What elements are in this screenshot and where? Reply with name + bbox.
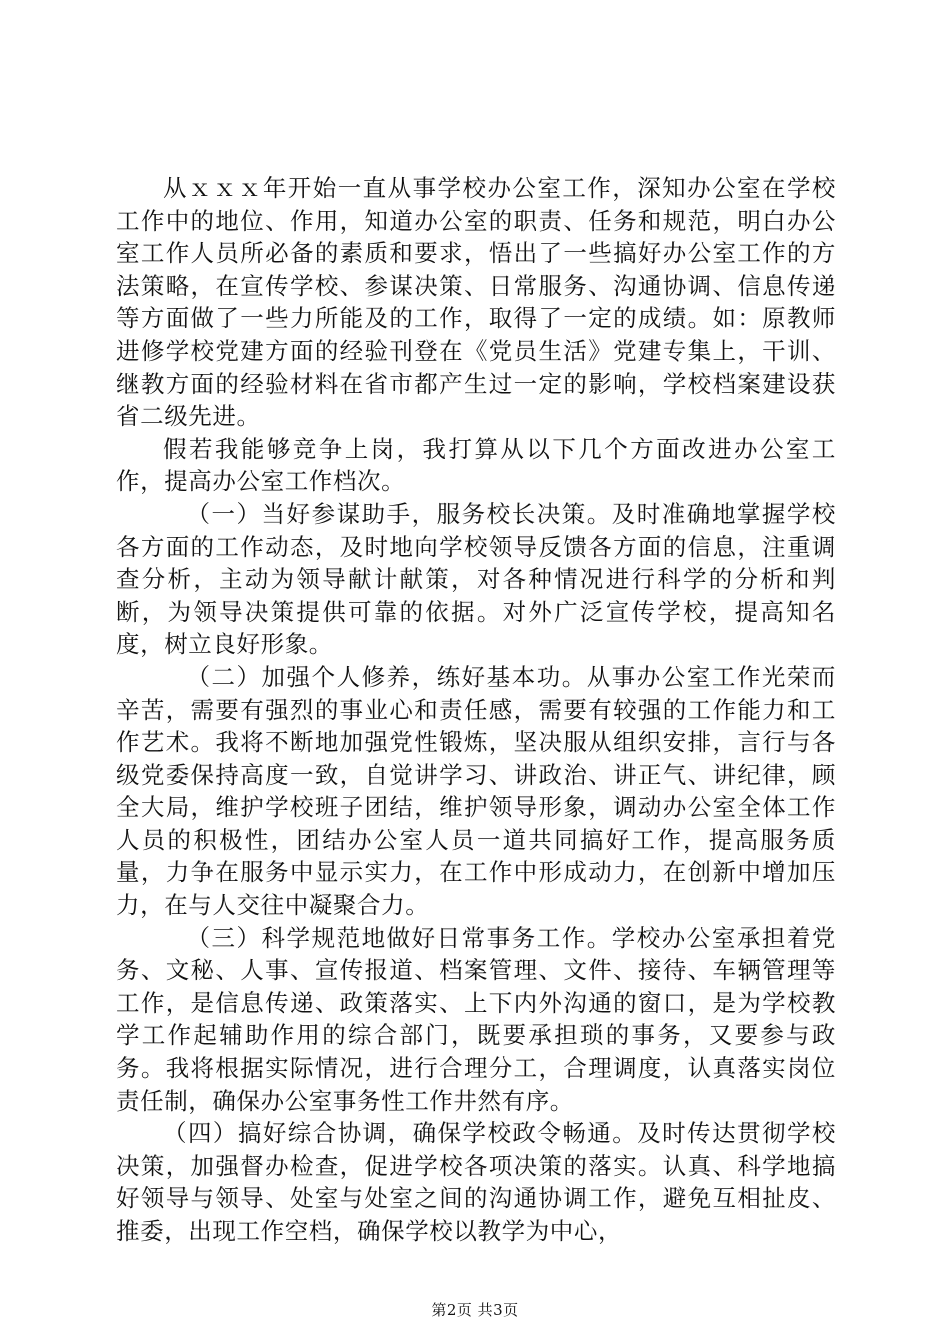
paragraph-point-one: （一）当好参谋助手，服务校长决策。及时准确地掌握学校各方面的工作动态，及时地向学校领导反馈各方面的信息，注重调查分析，主动为领导献计献策，对各种情况进行科学的分析和判断，为领导决策提供可靠的依据。对外广泛宣传学校，提高知名度，树立良好形象。 bbox=[116, 499, 836, 659]
page-footer: 第2页 共3页 bbox=[431, 1301, 519, 1319]
paragraph-point-three: （三）科学规范地做好日常事务工作。学校办公室承担着党务、文秘、人事、宣传报道、档案管理、文件、接待、车辆管理等工作，是信息传递、政策落实、上下内外沟通的窗口，是为学校教学工作起辅助作用的综合部门，既要承担琐的事务，又要参与政务。我将根据实际情况，进行合理分工，合理调度，认真落实岗位责任制，确保办公室事务性工作井然有序。 bbox=[116, 923, 836, 1115]
document-body bbox=[116, 172, 836, 1248]
paragraph-plan-intro: 假若我能够竞争上岗，我打算从以下几个方面改进办公室工作，提高办公室工作档次。 bbox=[116, 434, 836, 496]
paragraph-point-two: （二）加强个人修养，练好基本功。从事办公室工作光荣而辛苦，需要有强烈的事业心和责任感，需要有较强的工作能力和工作艺术。我将不断地加强党性锻炼，坚决服从组织安排，言行与各级党委保持高度一致，自觉讲学习、讲政治、讲正气、讲纪律，顾全大局，维护学校班子团结，维护领导形象，调动办公室全体工作人员的积极性，团结办公室人员一道共同搞好工作，提高服务质量，力争在服务中显示实力，在工作中形成动力，在创新中增加压力，在与人交往中凝聚合力。 bbox=[116, 662, 836, 920]
paragraph-point-four: （四）搞好综合协调，确保学校政令畅通。及时传达贯彻学校决策，加强督办检查，促进学校各项决策的落实。认真、科学地搞好领导与领导、处室与处室之间的沟通协调工作，避免互相扯皮、推委，出现工作空档，确保学校以教学为中心， bbox=[116, 1119, 836, 1245]
paragraph-experience: 从ｘｘｘ年开始一直从事学校办公室工作，深知办公室在学校工作中的地位、作用，知道办公室的职责、任务和规范，明白办公室工作人员所必备的素质和要求，悟出了一些搞好办公室工作的方法策略，在宣传学校、参谋决策、日常服务、沟通协调、信息传递等方面做了一些力所能及的工作，取得了一定的成绩。如：原教师进修学校党建方面的经验刊登在《党员生活》党建专集上，干训、继教方面的经验材料在省市都产生过一定的影响，学校档案建设获省二级先进。 bbox=[116, 174, 836, 431]
